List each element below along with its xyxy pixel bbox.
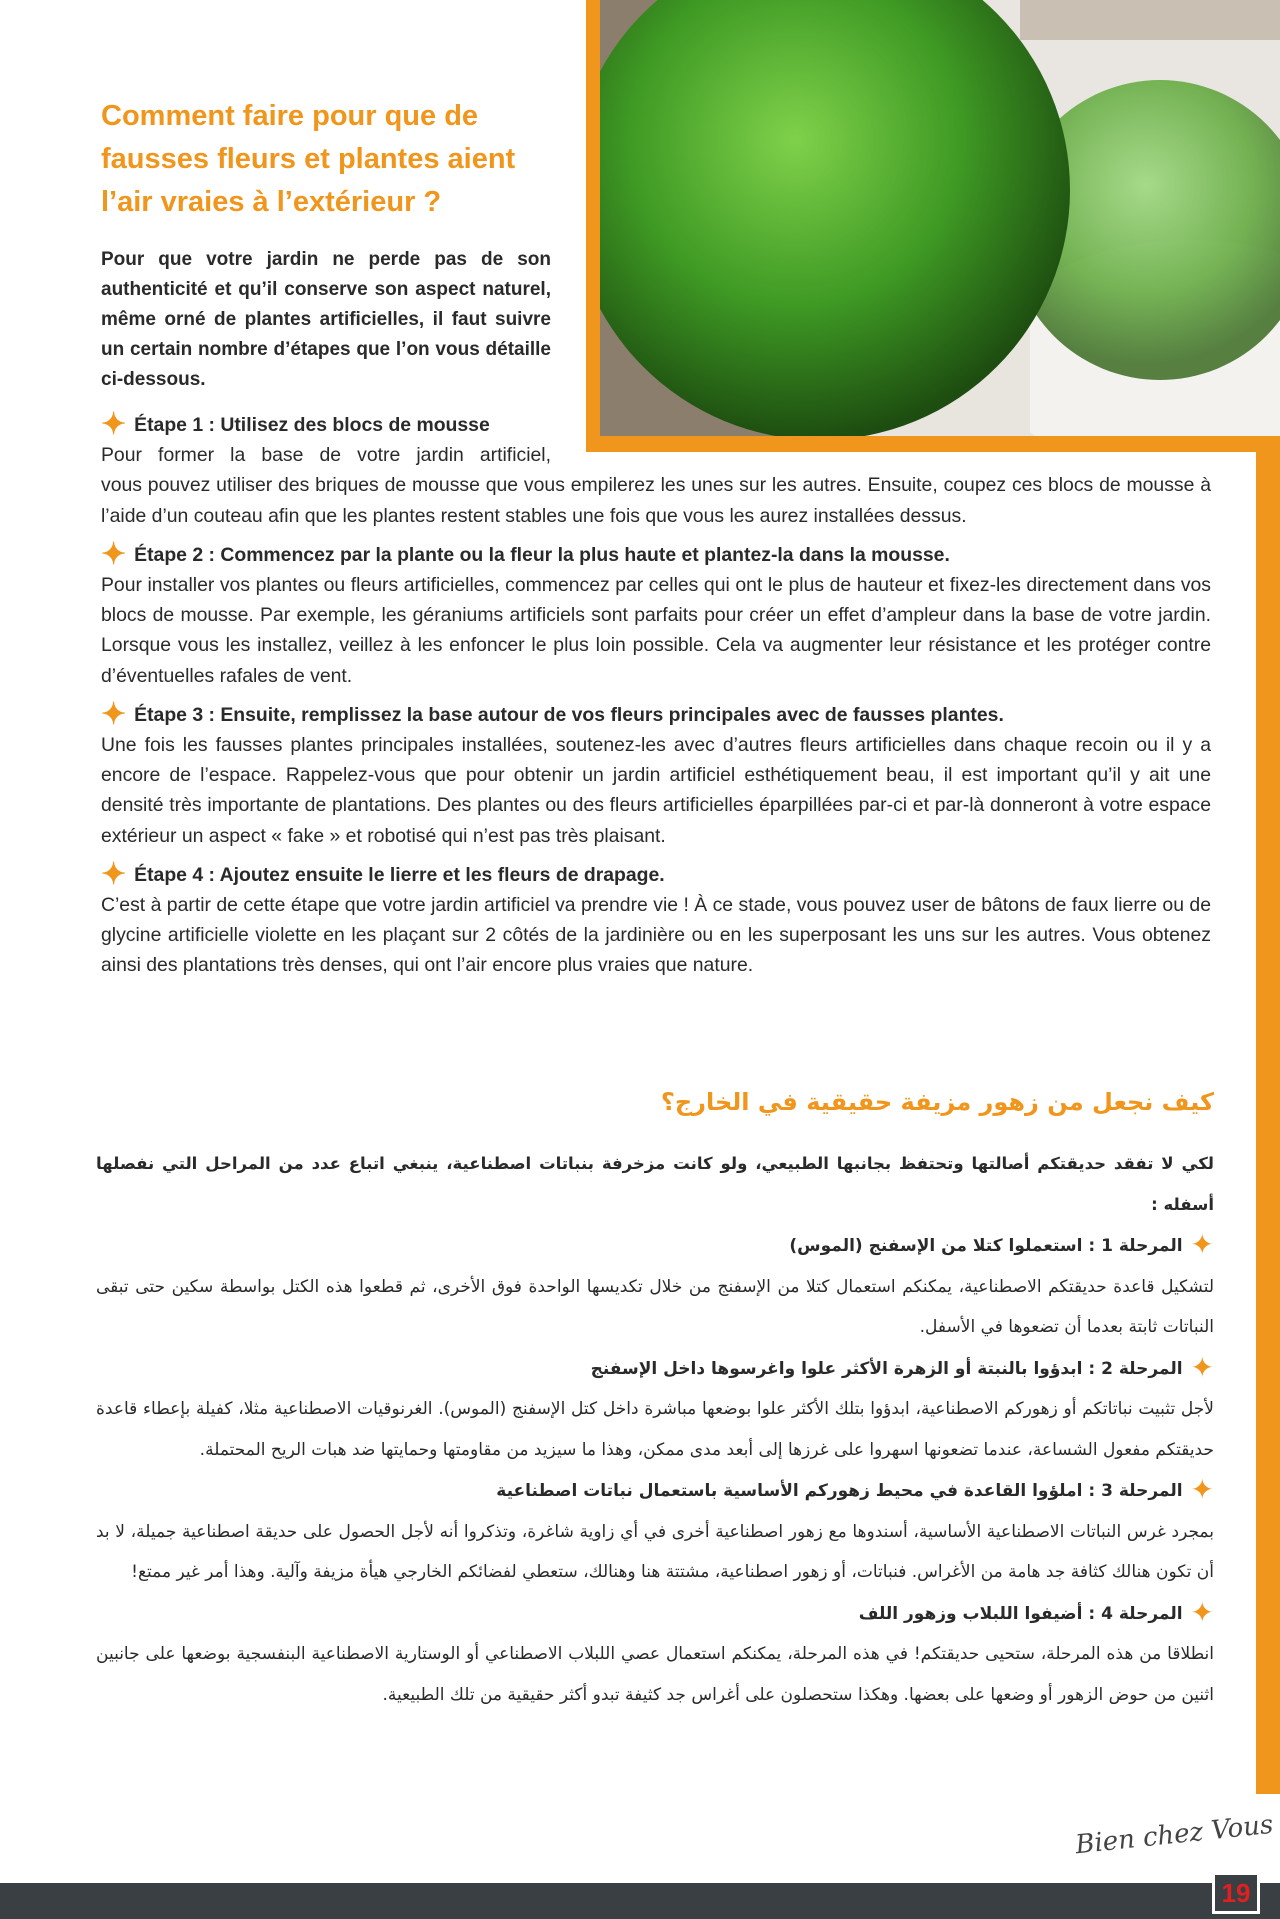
star-bullet-icon: ✦ [101, 697, 127, 731]
step-heading: Étape 2 : Commencez par la plante ou la fleur la plus haute et plantez-la dans la mousse. [134, 543, 950, 566]
arabic-step-3-body: بمجرد غرس النباتات الاصطناعية الأساسية، أسندوها مع زهور اصطناعية أخرى في أي زاوية شاغرة، وتذكروا أنه لأجل الحصول على حديقة اصطناعية جميلة، لا بد أن تكون هنالك كثافة جد هامة من الأغراس. فنباتات، أو زهور اصطناعية، مشتتة هنا وهنالك، ستعطي لفضائكم الخارجي هيأة مزيفة وآلية. وهذا أمر غير ممتع! [96, 1521, 1214, 1582]
step-body: Une fois les fausses plantes principales installées, soutenez-les avec d’autres fleurs artificielles dans chaque recoin ou il y a encore de l’espace. Rappelez-vous que pour obtenir un jardin artificiel esthétiquement beau, il est important qu’il y ait une densité très importante de plantations. Des plantes ou des fleurs artificielles éparpillées par-ci et par-là donneront à votre espace extérieur un aspect « fake » et robotisé qui n’est pas très plaisant. [101, 734, 1211, 847]
arabic-step-2-body: لأجل تثبيت نباتاتكم أو زهوركم الاصطناعية، ابدؤوا بتلك الأكثر علوا بوضعها مباشرة داخل كتل الإسفنج (الموس). الغرنوقيات الاصطناعية مثلا، كفيلة بإعطاء قاعدة حديقتكم مفعول الشساعة، عندما تضعونها اسهروا على غرزها إلى أبعد مدى ممكن، وهذا ما سيزيد من مقاومتها وحمايتها ضد هبات الريح المحتملة. [96, 1399, 1214, 1460]
french-intro: Pour que votre jardin ne perde pas de son authenticité et qu’il conserve son aspect naturel, même orné de plantes artificielles, il faut suivre un certain nombre d’étapes que l’on vous détaille ci-dessous. [101, 249, 551, 390]
step-heading: Étape 3 : Ensuite, remplissez la base autour de vos fleurs principales avec de fausses plantes. [134, 703, 1004, 726]
arabic-step-1-body: لتشكيل قاعدة حديقتكم الاصطناعية، يمكنكم استعمال كتلا من الإسفنج من خلال تكديسها الواحدة فوق الأخرى، ثم قطعوا هذه الكتل بواسطة سكين حتى تبقى النباتات ثابتة بعدما أن تضعوها في الأسفل. [96, 1276, 1214, 1337]
star-bullet-icon: ✦ [101, 537, 127, 571]
arabic-step-2-heading: ✦المرحلة 2 : ابدؤوا بالنبتة أو الزهرة الأكثر علوا واغرسوها داخل الإسفنج [590, 1350, 1214, 1384]
step-body: vous pouvez utiliser des briques de mousse que vous empilerez les unes sur les autres. Ensuite, coupez ces blocs de mousse à l’aide d’un couteau afin que les plantes restent stables une fois que vous les aurez installées dessus. [101, 474, 1211, 527]
magazine-signature-logo: Bien chez Vous [1073, 1809, 1275, 1861]
arabic-intro: لكي لا تفقد حديقتكم أصالتها وتحتفظ بجانبها الطبيعي، ولو كانت مزخرفة بنباتات اصطناعية، ينبغي اتباع عدد من المراحل التي نفصلها أسفله : [96, 1154, 1214, 1214]
step-heading: Étape 1 : Utilisez des blocs de mousse [134, 414, 490, 436]
step-4 [101, 857, 1211, 981]
footer-bar [0, 1883, 1280, 1919]
arabic-section [96, 1072, 1214, 1715]
step-1 [101, 410, 1211, 531]
star-bullet-icon: ✦ [101, 857, 127, 891]
arabic-step-1-heading: ✦المرحلة 1 : استعملوا كتلا من الإسفنج (الموس) [789, 1228, 1214, 1261]
step-body-first-line: Pour former la base de votre jardin artificiel, [101, 444, 551, 467]
star-bullet-icon: ✦ [1190, 1228, 1214, 1261]
star-bullet-icon: ✦ [1190, 1595, 1214, 1629]
step-2 [101, 537, 1211, 691]
boxwood-photo [600, 0, 1280, 436]
page-number: 19 [1212, 1872, 1260, 1914]
french-title: Comment faire pour que de fausses fleurs et plantes aient l’air vraies à l’extérieur ? [101, 100, 516, 218]
arabic-title: كيف نجعل من زهور مزيفة حقيقية في الخارج؟ [660, 1088, 1214, 1116]
star-bullet-icon: ✦ [1190, 1473, 1214, 1506]
step-heading: Étape 4 : Ajoutez ensuite le lierre et les fleurs de drapage. [134, 863, 665, 886]
arabic-step-4-heading: ✦المرحلة 4 : أضيفوا اللبلاب وزهور اللف [858, 1595, 1214, 1629]
arabic-step-3-heading: ✦المرحلة 3 : املؤوا القاعدة في محيط زهوركم الأساسية باستعمال نباتات اصطناعية [496, 1473, 1214, 1506]
orange-side-rail [1256, 440, 1280, 1794]
step-body: Pour installer vos plantes ou fleurs artificielles, commencez par celles qui ont le plus de hauteur et fixez-les directement dans vos blocs de mousse. Par exemple, les géraniums artificiels sont parfaits pour créer un effet d’ampleur dans la base de votre jardin. Lorsque vous les installez, veillez à les enfoncer le plus loin possible. Cela va augmenter leur résistance et les protéger contre d’éventuelles rafales de vent. [101, 574, 1211, 687]
arabic-step-4-body: انطلاقا من هذه المرحلة، ستحيى حديقتكم! في هذه المرحلة، يمكنكم استعمال عصي اللبلاب الاصطناعي أو الوستارية الاصطناعية البنفسجية بوضعها على جانبين اثنين من حوض الزهور أو وضعها على بعضها. وهكذا ستحصلون على أغراس جد كثيفة تبدو أكثر حقيقية من تلك الطبيعية. [96, 1644, 1214, 1705]
boxwood-illustration [600, 0, 1280, 436]
star-bullet-icon: ✦ [101, 408, 127, 441]
step-body: C’est à partir de cette étape que votre jardin artificiel va prendre vie ! À ce stade, vous pouvez user de bâtons de faux lierre ou de glycine artificielle violette en les plaçant sur 2 côtés de la jardinière ou en les superposant les uns sur les autres. Vous obtenez ainsi des plantations très denses, qui ont l’air encore plus vraies que nature. [101, 894, 1211, 977]
french-steps [101, 410, 1211, 990]
star-bullet-icon: ✦ [1190, 1350, 1214, 1384]
step-3 [101, 697, 1211, 851]
